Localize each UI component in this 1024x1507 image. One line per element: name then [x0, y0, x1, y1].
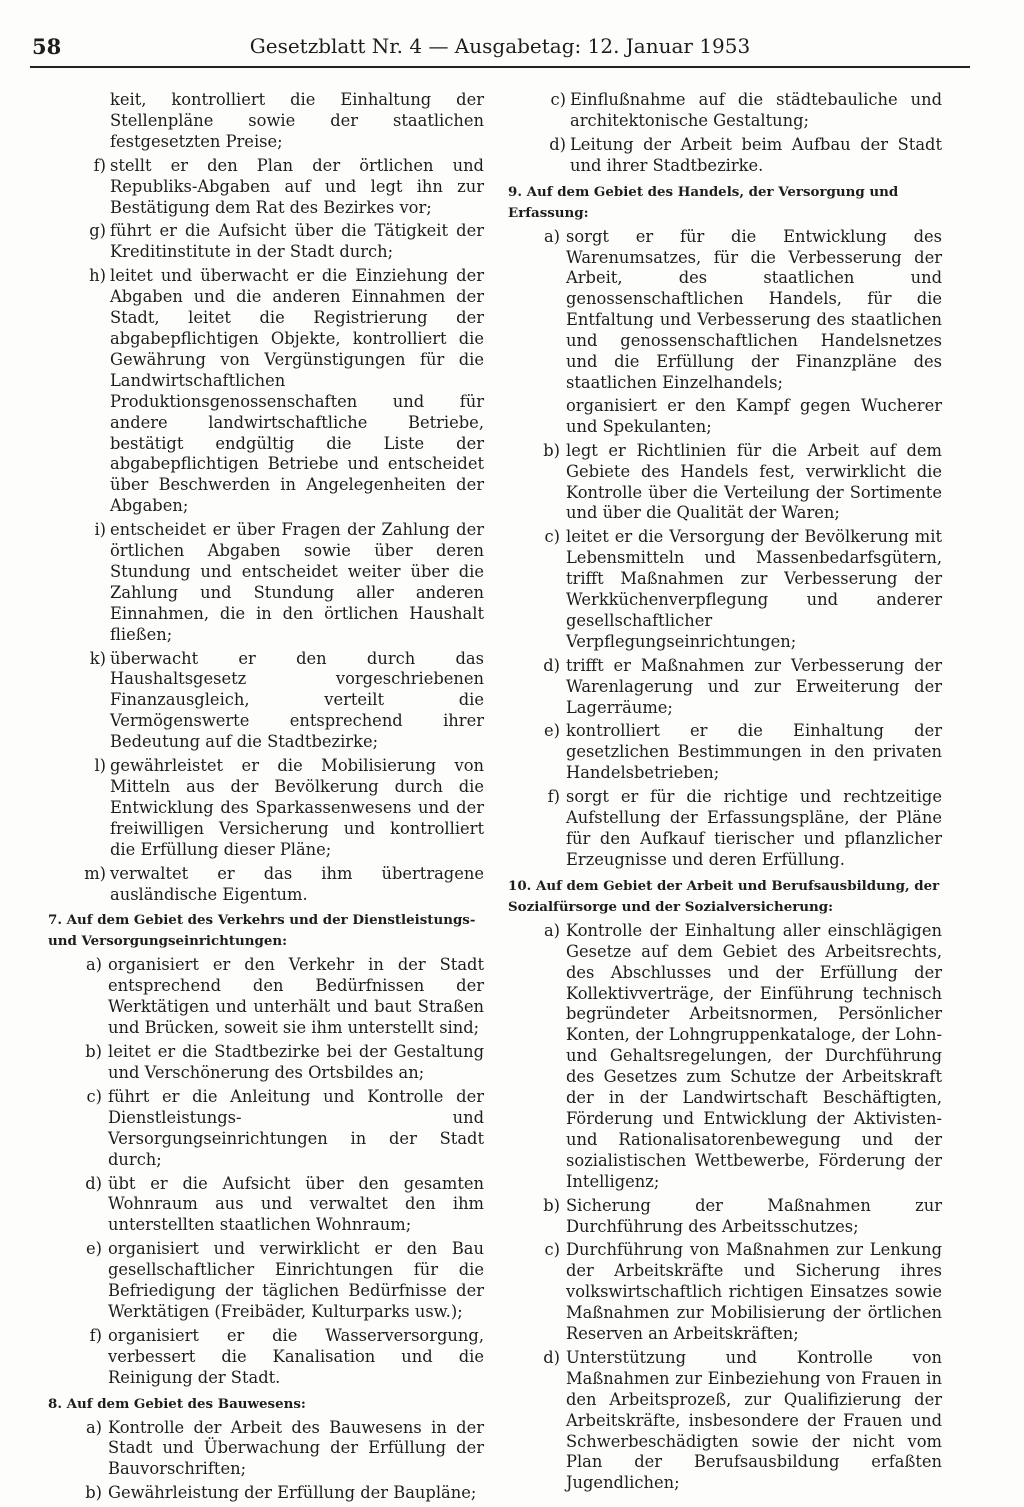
item-label: c) — [86, 1086, 102, 1106]
list-item — [508, 1348, 942, 1494]
item-label: a) — [543, 920, 560, 940]
item-text: leitet und überwacht er die Einziehung der Abgaben und die anderen Einnahmen der Stadt, leitet die Registrierung der abgabepflichtigen Objekte, kontrolliert die Gewährung von Vergünstigungen für die Landwirtschaftlichen Produktionsgenossenschaften und für andere landwirtschaftliche Betriebe, bestätigt endgültig die Liste der abgabepflichtigen Betriebe und entscheidet über Beschwerden in Angelegenheiten der Abgaben; — [110, 266, 484, 516]
item-label: f) — [93, 155, 106, 175]
list-item — [48, 1326, 484, 1389]
item-label: e) — [544, 721, 560, 741]
item-label: b) — [543, 1195, 560, 1215]
list-item — [48, 520, 484, 645]
item-label: k) — [89, 648, 106, 668]
list-item — [508, 441, 942, 525]
item-text: leitet er die Stadtbezirke bei der Gestaltung und Verschönerung des Ortsbildes an; — [108, 1042, 484, 1082]
item-text: Leitung der Arbeit beim Aufbau der Stadt und ihrer Stadtbezirke. — [570, 134, 942, 175]
item-label: a) — [543, 226, 560, 246]
item-text: verwaltet er das ihm übertragene ausländische Eigentum. — [110, 863, 484, 904]
list-item — [48, 1483, 484, 1504]
right-column — [508, 90, 942, 1497]
item-text: entscheidet er über Fragen der Zahlung der örtlichen Abgaben sowie über deren Stundung und entscheidet weiter über die Zahlung und Stundung aller anderen Einnahmen, die in den örtlichen Haushalt fließen; — [110, 520, 484, 644]
item-label: d) — [85, 1173, 102, 1193]
page-number: 58 — [32, 34, 62, 59]
list-item — [508, 721, 942, 784]
list-item — [48, 1239, 484, 1323]
list-item — [48, 221, 484, 263]
item-text: führt er die Aufsicht über die Tätigkeit der Kreditinstitute in der Stadt durch; — [110, 221, 484, 262]
item-label: a) — [85, 1417, 102, 1437]
item-text: legt er Richtlinien für die Arbeit auf dem Gebiete des Handels fest, verwirklicht die Kontrolle über die Verteilung der Sortimente und über die Qualität der Waren; — [566, 440, 942, 523]
list-item — [48, 266, 484, 517]
item-text: Unterstützung und Kontrolle von Maßnahmen zur Einbeziehung von Frauen in den Arbeitsprozeß, zur Qualifizierung der Arbeitskräfte, insbesondere der Frauen und Schwerbeschädigten sowie der nicht vom Plan der Berufsausbildung erfaßten Jugendlichen; — [566, 1347, 942, 1493]
list-item — [508, 227, 942, 438]
item-text: gewährleistet er die Mobilisierung von Mitteln aus der Bevölkerung durch die Entwicklung des Sparkassenwesens und der freiwilligen Versicherung und kontrolliert die Erfüllung dieser Pläne; — [110, 756, 484, 859]
item-label: l) — [94, 756, 106, 776]
item-text: übt er die Aufsicht über den gesamten Wohnraum aus und verwaltet den ihm unterstellten staatlichen Wohnraum; — [108, 1173, 484, 1235]
header-rule — [30, 66, 970, 68]
section-heading: 10. Auf dem Gebiet der Arbeit und Berufsausbildung, der Sozialfürsorge und der Sozialversicherung: — [508, 877, 940, 915]
section-heading: 9. Auf dem Gebiet des Handels, der Versorgung und Erfassung: — [508, 183, 899, 221]
item-label: b) — [85, 1042, 102, 1062]
list-item — [48, 156, 484, 219]
item-text: kontrolliert er die Einhaltung der gesetzlichen Bestimmungen in den privaten Handelsbetrieben; — [566, 721, 942, 783]
item-text: überwacht er den durch das Haushaltsgesetz vorgeschriebenen Finanzausgleich, verteilt die Vermögenswerte entsprechend ihrer Bedeutung auf die Stadtbezirke; — [110, 648, 484, 752]
list-item — [508, 1196, 942, 1238]
list-item — [508, 1240, 942, 1345]
item-text: organisiert er den Verkehr in der Stadt entsprechend den Bedürfnissen der Werktätigen und unterhält und baut Straßen und Brücken, soweit sie ihm unterstellt sind; — [108, 955, 484, 1038]
item-label: e) — [86, 1239, 102, 1259]
item-label: c) — [544, 527, 560, 547]
item-label: b) — [85, 1483, 102, 1503]
list-item — [508, 90, 942, 132]
list-item — [48, 756, 484, 861]
list-item — [48, 649, 484, 754]
item-text: stellt er den Plan der örtlichen und Republiks-Abgaben auf und legt ihn zur Bestätigung dem Rat des Bezirkes vor; — [110, 155, 484, 217]
item-label: h) — [89, 266, 106, 286]
left-column — [48, 90, 484, 1507]
item-text: leitet er die Versorgung der Bevölkerung mit Lebensmitteln und Massenbedarfsgütern, trifft Maßnahmen zur Verbesserung der Werkküchenverpflegung und anderer gesellschaftlicher Verpflegungseinrichtungen; — [566, 527, 942, 651]
item-text: organisiert und verwirklicht er den Bau gesellschaftlicher Einrichtungen für die Befriedigung der täglichen Bedürfnisse der Werktätigen (Freibäder, Kulturparks usw.); — [108, 1239, 484, 1321]
item-label: c) — [544, 1240, 560, 1260]
item-label: c) — [550, 90, 566, 109]
item-label: a) — [85, 955, 102, 975]
item-text: Sicherung der Maßnahmen zur Durchführung des Arbeitsschutzes; — [566, 1195, 942, 1236]
section-heading: 8. Auf dem Gebiet des Bauwesens: — [48, 1395, 306, 1412]
list-item — [48, 864, 484, 906]
item-text: führt er die Anleitung und Kontrolle der Dienstleistungs- und Versorgungseinrichtungen in der Stadt durch; — [108, 1086, 484, 1169]
item-label: g) — [89, 221, 106, 241]
item-text: sorgt er für die Entwicklung des Warenumsatzes, für die Verbesserung der Arbeit, des staatlichen und genossenschaftlichen Handels, für die Entfaltung und Verbesserung des staatlichen und genossenschaftlichen Handelsnetzes und die Erfüllung der Finanzpläne des staatlichen Einzelhandels; — [566, 226, 942, 392]
item-label: m) — [84, 863, 106, 883]
list-item — [48, 1418, 484, 1481]
section-heading: 7. Auf dem Gebiet des Verkehrs und der Dienstleistungs- und Versorgungseinrichtungen: — [48, 912, 476, 950]
item-text: organisiert er die Wasserversorgung, verbessert die Kanalisation und die Reinigung der Stadt. — [108, 1325, 484, 1387]
item-text: trifft er Maßnahmen zur Verbesserung der Warenlagerung und zur Erweiterung der Lagerräume; — [566, 655, 942, 717]
item-text: Kontrolle der Arbeit des Bauwesens in der Stadt und Überwachung der Erfüllung der Bauvorschriften; — [108, 1417, 484, 1479]
item-text: Einflußnahme auf die städtebauliche und architektonische Gestaltung; — [570, 90, 942, 130]
item-label: f) — [547, 787, 560, 807]
item-extra-text: organisiert er den Kampf gegen Wucherer und Spekulanten; — [566, 395, 942, 436]
list-item — [508, 921, 942, 1193]
item-label: d) — [549, 134, 566, 154]
item-label: b) — [543, 440, 560, 460]
item-label: f) — [89, 1325, 102, 1345]
list-item — [48, 1087, 484, 1171]
item-text: sorgt er für die richtige und rechtzeitige Aufstellung der Erfassungspläne, der Pläne für den Aufkauf tierischer und pflanzlicher Erzeugnisse und deren Erfüllung. — [566, 787, 942, 869]
list-item — [508, 656, 942, 719]
list-item — [508, 135, 942, 177]
continuation-text: keit, kontrolliert die Einhaltung der Stellenpläne sowie der staatlichen festgesetzten Preise; — [110, 90, 484, 151]
item-label: d) — [543, 655, 560, 675]
item-text: Durchführung von Maßnahmen zur Lenkung der Arbeitskräfte und Sicherung ihres volkswirtschaftlich richtigen Einsatzes sowie Maßnahmen zur Mobilisierung der örtlichen Reserven an Arbeitskräften; — [566, 1240, 942, 1344]
item-text: Kontrolle der Einhaltung aller einschlägigen Gesetze auf dem Gebiet des Arbeitsrechts, des Abschlusses und der Erfüllung der Kollektivverträge, der Einführung technisch begründeter Arbeitsnormen, Persönlicher Konten, der Lohngruppenkataloge, der Lohn- und Gehaltsregelungen, der Durchführung des Gesetzes zum Schutze der Arbeitskraft der in der Landwirtschaft Beschäftigten, Förderung und Entwicklung der Aktivisten- und Rationalisatorenbewegung und der sozialistischen Wettbewerbe, Förderung der Intelligenz; — [566, 920, 942, 1191]
list-item — [508, 527, 942, 652]
list-item — [48, 1174, 484, 1237]
item-label: i) — [94, 520, 106, 540]
gazette-title: Gesetzblatt Nr. 4 — Ausgabetag: 12. Januar 1953 — [249, 34, 751, 58]
list-item — [48, 1042, 484, 1084]
list-item — [508, 787, 942, 871]
page-header — [30, 28, 970, 68]
item-text: Gewährleistung der Erfüllung der Baupläne; — [108, 1483, 477, 1503]
item-label: d) — [543, 1347, 560, 1367]
list-item — [48, 955, 484, 1039]
